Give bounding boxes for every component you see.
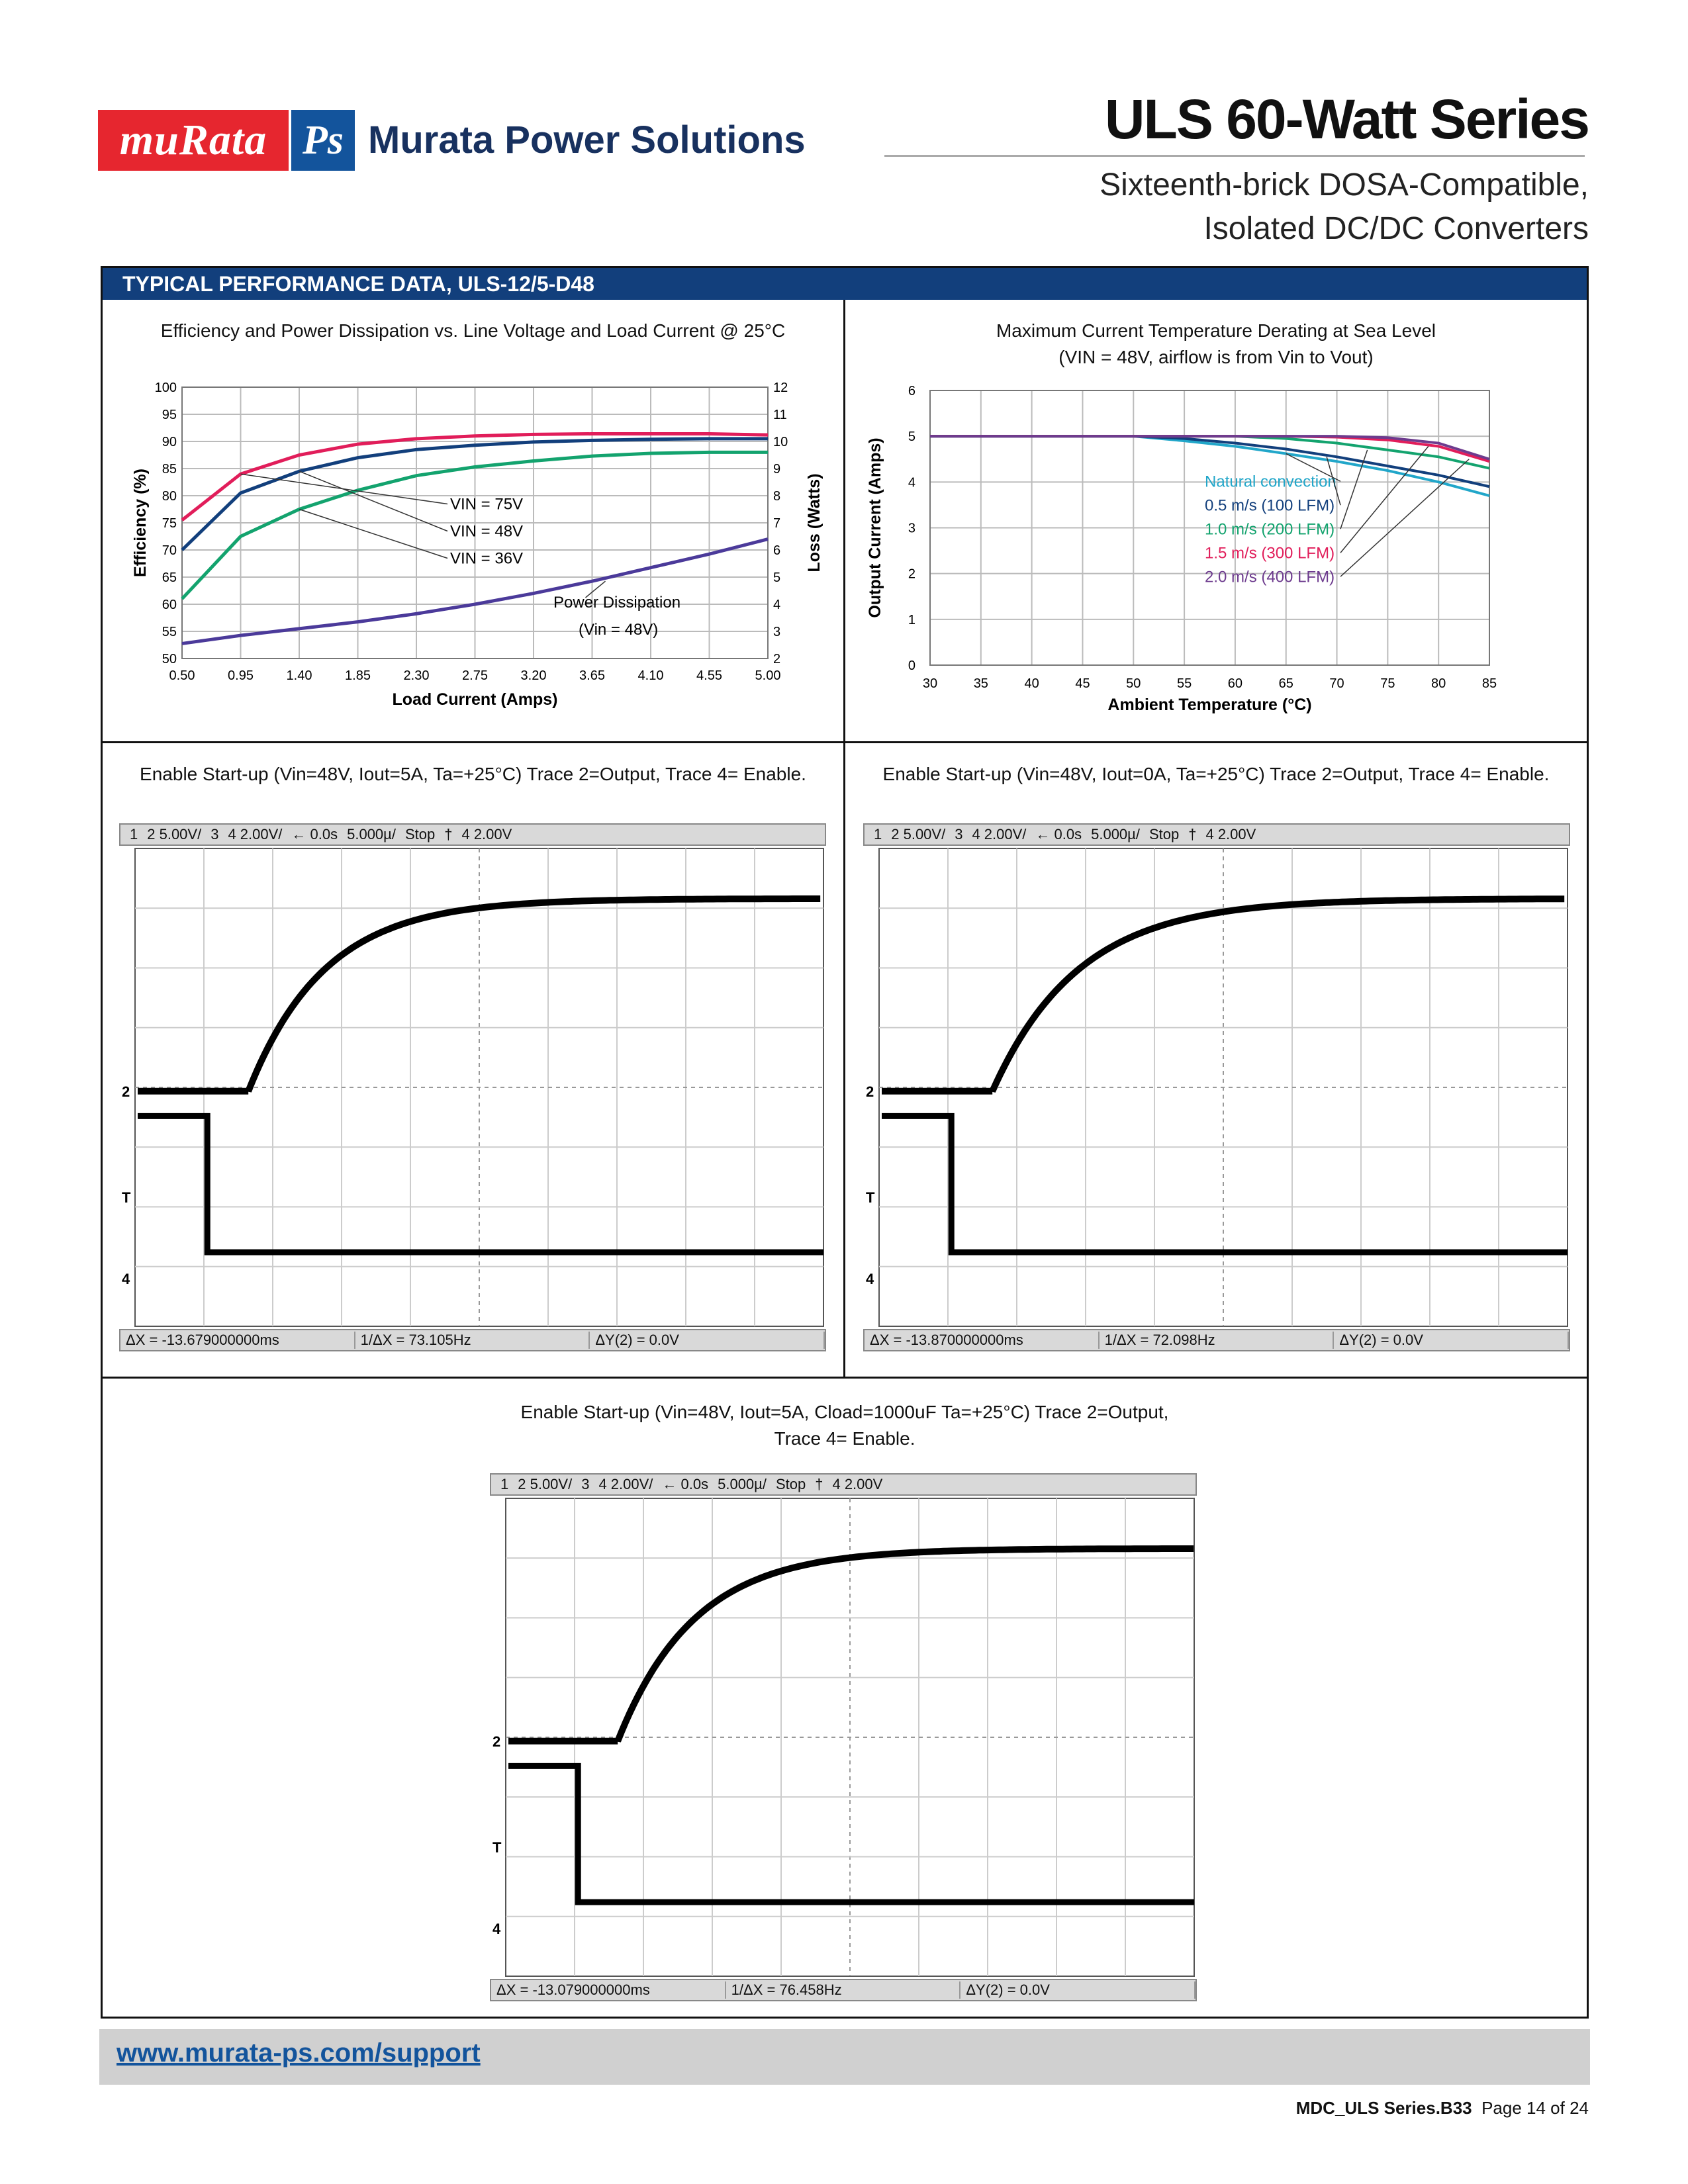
scope-setting: 5.000µ/ [347,826,396,842]
data-point [416,475,417,476]
data-point [416,449,417,450]
column-divider [843,300,845,1377]
scope-setting: 2 5.00V/ [518,1476,573,1492]
x-tick-label: 85 [1481,676,1497,691]
x-tick-label: 2.30 [403,668,430,683]
subtitle-line2: Isolated DC/DC Converters [1203,211,1589,246]
x-tick-label: 0.95 [228,668,254,683]
derating-chart [854,371,1582,715]
scope2 [863,823,1570,1353]
x-tick-label: 1.40 [286,668,312,683]
x-tick-label: 55 [1176,676,1192,691]
data-point [240,635,241,636]
data-point [357,444,358,445]
scope-setting: 1 [874,826,882,842]
y-tick-label: 5 [908,430,915,445]
x-tick-label: 35 [973,676,988,691]
data-point [182,598,183,599]
x-tick-label: 70 [1329,676,1344,691]
y-tick-label: 90 [162,435,177,449]
y-right-tick-label: 2 [773,652,781,666]
x-tick-label: 3.65 [579,668,605,683]
x-tick-label: 80 [1431,676,1446,691]
data-point [299,628,300,629]
support-link[interactable]: www.murata-ps.com/support [117,2038,481,2068]
scope-setting: † [815,1476,823,1492]
x-tick-label: 4.55 [696,668,722,683]
x-tick-label: 65 [1278,676,1293,691]
header-divider [884,155,1585,157]
y-tick-label: 6 [908,384,915,398]
channel-marker: 4 [866,1270,874,1287]
x-tick-label: 60 [1227,676,1243,691]
scope-setting: ← 0.0s [291,826,338,842]
scope-setting: 4 2.00V/ [228,826,283,842]
scope-setting: 2 5.00V/ [891,826,946,842]
channel-marker: T [492,1839,502,1856]
x-tick-label: 1.85 [345,668,371,683]
scope-measurement: 1/ΔX = 73.105Hz [355,1332,590,1349]
subtitle-line1: Sixteenth-brick DOSA-Compatible, [1100,167,1589,203]
scope-screen [863,846,1570,1329]
x-tick-label: 45 [1075,676,1090,691]
channel-marker: T [122,1189,131,1206]
y-right-tick-label: 6 [773,543,781,558]
scope-setting: ← 0.0s [662,1476,709,1492]
series-annotation: VIN = 48V [450,522,524,541]
y-tick-label: 50 [162,652,177,666]
y-axis-label: Efficiency (%) [131,469,150,577]
scope3-caption-line1: Enable Start-up (Vin=48V, Iout=5A, Cload=1000uF Ta=+25°C) Trace 2=Output, [520,1402,1169,1422]
scope-measurement-bar [119,1329,826,1351]
scope-measurement: ΔX = -13.079000000ms [491,1981,726,1999]
scope3 [490,1473,1197,2003]
data-point [240,536,241,537]
scope-setting: Stop [1149,826,1180,842]
x-tick-label: 2.75 [462,668,488,683]
company-name: Murata Power Solutions [368,118,806,161]
section-title: TYPICAL PERFORMANCE DATA, ULS-12/5-D48 [103,268,1587,300]
y-right-tick-label: 4 [773,598,781,612]
y-tick-label: 60 [162,598,177,612]
scope-setting: 4 2.00V [1205,826,1256,842]
scope-screen [119,846,826,1329]
data-point [357,621,358,622]
channel-marker: 2 [492,1733,501,1750]
y-tick-label: 2 [908,567,915,582]
scope-measurement: ΔX = -13.679000000ms [120,1332,355,1349]
scope-setting: 4 2.00V/ [598,1476,653,1492]
scope-measurement: ΔX = -13.870000000ms [865,1332,1100,1349]
scope-screen [490,1496,1197,1979]
scope3-caption-line2: Trace 4= Enable. [774,1428,915,1449]
y-tick-label: 0 [908,659,915,673]
data-point [709,438,710,439]
leader-line [1340,459,1469,577]
data-point [416,438,417,439]
scope-setting: 3 [211,826,219,842]
scope-setting: Stop [775,1476,806,1492]
chart2-title: Maximum Current Temperature Derating at Sea Level [996,320,1436,341]
x-tick-label: 4.10 [637,668,664,683]
y-right-tick-label: 12 [773,381,788,395]
channel-marker: 4 [122,1270,130,1287]
y-right-tick-label: 11 [773,408,787,422]
y-axis-label: Output Current (Amps) [866,437,884,618]
scope-setting: 4 2.00V [461,826,512,842]
scope-measurement: ΔY(2) = 0.0V [961,1981,1196,1999]
scope-measurement-bar [490,1979,1197,2001]
scope-setting: Stop [404,826,436,842]
scope-setting: † [1188,826,1197,842]
data-point [768,438,769,439]
series-annotation: VIN = 36V [450,549,524,568]
y-tick-label: 4 [908,475,915,490]
data-point [240,492,241,493]
scope-setting: 5.000µ/ [718,1476,767,1492]
scope-setting: † [444,826,453,842]
y-tick-label: 95 [162,408,177,422]
y-tick-label: 3 [908,521,915,536]
murata-logo: muRata [98,110,289,171]
y-right-axis-label: Loss (Watts) [805,473,823,572]
footer-doc-info [1296,2098,1589,2118]
y-right-tick-label: 5 [773,570,781,585]
y-right-tick-label: 7 [773,516,781,531]
scope-setting: 2 5.00V/ [147,826,202,842]
y-tick-label: 100 [154,381,177,395]
data-point [709,554,710,555]
legend-entry: 1.5 m/s (300 LFM) [1205,544,1335,563]
data-point [357,457,358,458]
y-right-tick-label: 8 [773,489,781,504]
scope-measurement-bar [863,1329,1570,1351]
data-point [709,452,710,453]
legend-entry: 1.0 m/s (200 LFM) [1205,520,1335,539]
y-tick-label: 1 [908,612,915,627]
x-tick-label: 0.50 [169,668,195,683]
y-tick-label: 85 [162,462,177,477]
legend-entry: Natural convection [1205,473,1336,491]
series-title: ULS 60-Watt Series [1104,88,1589,150]
scope-status-bar [490,1473,1197,1496]
scope-setting: 3 [955,826,963,842]
chart2-subtitle: (VIN = 48V, airflow is from Vin to Vout) [1058,347,1374,367]
scope-setting: 4 2.00V/ [972,826,1027,842]
channel-marker: 2 [866,1083,874,1100]
scope-setting: ← 0.0s [1035,826,1082,842]
y-tick-label: 65 [162,570,177,585]
scope-setting: 5.000µ/ [1091,826,1140,842]
scope-status-bar [119,823,826,846]
channel-marker: 2 [122,1083,130,1100]
y-tick-label: 55 [162,625,177,639]
x-tick-label: 75 [1380,676,1395,691]
y-tick-label: 80 [162,489,177,504]
y-tick-label: 70 [162,543,177,558]
series-annotation: (Vin = 48V) [579,621,659,639]
y-tick-label: 75 [162,516,177,531]
scope-setting: 3 [581,1476,590,1492]
scope1-caption: Enable Start-up (Vin=48V, Iout=5A, Ta=+25°C) Trace 2=Output, Trace 4= Enable. [140,764,806,784]
page-number: Page 14 of 24 [1481,2098,1589,2118]
data-point [768,452,769,453]
y-right-tick-label: 3 [773,625,781,639]
scope-setting: 1 [130,826,138,842]
x-tick-label: 30 [922,676,938,691]
chart1-title: Efficiency and Power Dissipation vs. Line Voltage and Load Current @ 25°C [160,320,786,341]
scope-setting: 4 2.00V [832,1476,883,1492]
x-axis-label: Load Current (Amps) [392,690,558,709]
x-tick-label: 3.20 [520,668,547,683]
ps-logo: Ps [291,110,355,171]
scope-measurement: 1/ΔX = 76.458Hz [726,1981,961,1999]
y-right-tick-label: 9 [773,462,781,477]
scope-measurement: ΔY(2) = 0.0V [1334,1332,1569,1349]
leader-line [299,510,447,559]
channel-marker: 4 [492,1920,501,1937]
scope1 [119,823,826,1353]
x-tick-label: 40 [1024,676,1039,691]
scope-measurement: 1/ΔX = 72.098Hz [1100,1332,1335,1349]
data-point [182,643,183,644]
data-point [709,433,710,434]
series-annotation: Power Dissipation [553,594,681,612]
x-tick-label: 5.00 [755,668,781,683]
scope2-caption: Enable Start-up (Vin=48V, Iout=0A, Ta=+25°C) Trace 2=Output, Trace 4= Enable. [882,764,1550,784]
x-axis-label: Ambient Temperature (°C) [1107,696,1312,714]
doc-id: MDC_ULS Series.B33 [1295,2098,1472,2118]
data-point [182,550,183,551]
legend-entry: 0.5 m/s (100 LFM) [1205,496,1335,515]
legend-entry: 2.0 m/s (400 LFM) [1205,568,1335,586]
x-tick-label: 50 [1126,676,1141,691]
scope-status-bar [863,823,1570,846]
efficiency-chart [106,371,841,741]
channel-marker: T [866,1189,875,1206]
series-annotation: VIN = 75V [450,495,524,514]
scope-setting: 1 [500,1476,509,1492]
y-right-tick-label: 10 [773,435,788,449]
scope-measurement: ΔY(2) = 0.0V [590,1332,825,1349]
